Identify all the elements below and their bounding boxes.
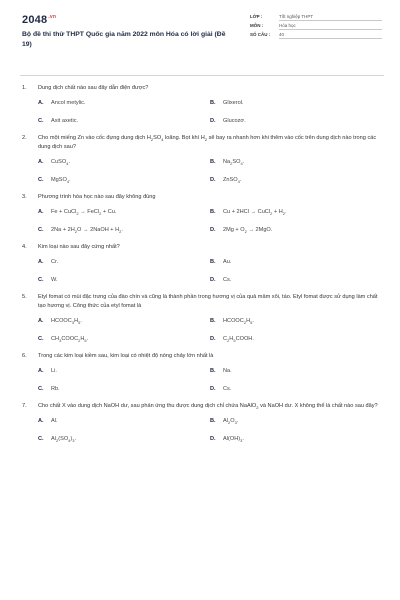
question-text: [22, 134, 384, 152]
question-5: [22, 293, 384, 344]
option-text: Rb.: [51, 386, 60, 392]
answer-option[interactable]: [210, 335, 382, 344]
option-letter: A.: [38, 418, 44, 424]
question-body: Dung dịch chất nào sau đây dẫn điện được?: [38, 85, 149, 91]
option-letter: B.: [210, 159, 216, 165]
question-number: 4.: [22, 244, 27, 250]
meta-row-count: [250, 32, 382, 41]
question-body: Etyl fomat có mùi đặc trưng của đào chín và cũng là thành phần trong hương vị của quả mâm xôi, táo. Etyl fomat được sử dụng làm chất tạo hương vị. Công thức của etyl fomat là: [38, 294, 378, 309]
question-text: [22, 84, 384, 93]
answer-option[interactable]: [38, 317, 210, 326]
option-text: $2Na + 2H_2O$ → 2NaOH + $H_2$.: [51, 227, 123, 235]
option-letter: B.: [210, 209, 216, 215]
meta-key: SỐ CÂU :: [250, 32, 271, 37]
option-text: Au.: [223, 259, 232, 265]
meta-row-subject: [250, 23, 382, 32]
option-letter: B.: [210, 318, 216, 324]
answer-option[interactable]: [210, 276, 382, 285]
option-text: Glixerol.: [223, 100, 244, 106]
option-text: $Al(OH)_3$.: [223, 436, 244, 444]
question-body: Cho chất X vào dung dịch NaOH dư, sau phản ứng thu được dung dịch chỉ chứa NaAlO$_2$ và NaOH dư. X không thể là chất nào sau đây?: [38, 403, 378, 411]
answer-option[interactable]: [38, 258, 210, 267]
document-title: Bộ đề thi thử THPT Quốc gia năm 2022 môn Hóa có lời giải (Đề 19): [22, 31, 226, 48]
option-letter: D.: [210, 436, 216, 442]
answer-option[interactable]: [210, 99, 382, 108]
option-letter: D.: [210, 177, 216, 183]
option-letter: D.: [210, 386, 216, 392]
option-text: $CH_3COOC_2H_5$.: [51, 336, 89, 344]
option-letter: A.: [38, 368, 44, 374]
question-4: [22, 243, 384, 285]
option-text: $Na_2SO_4$.: [223, 159, 245, 167]
answer-option[interactable]: [210, 158, 382, 167]
meta-key: LỚP :: [250, 14, 263, 19]
option-letter: B.: [210, 259, 216, 265]
option-letter: A.: [38, 209, 44, 215]
option-letter: B.: [210, 418, 216, 424]
header-divider: [20, 75, 384, 76]
question-2: [22, 134, 384, 185]
meta-value: Hóa học: [279, 23, 382, 30]
question-text: [22, 243, 384, 252]
option-text: Cu + 2HCl → CuCl$_2$ + $H_2$.: [223, 209, 287, 217]
answer-option[interactable]: [210, 208, 382, 217]
question-number: 1.: [22, 85, 27, 91]
option-letter: D.: [210, 336, 216, 342]
question-body: Kim loại nào sau đây cứng nhất?: [38, 244, 120, 250]
question-body: Phương trình hóa học nào sau đây không đúng: [38, 194, 156, 200]
logo-suffix: .vn: [48, 14, 57, 20]
option-text: Glucozơ.: [223, 118, 246, 124]
option-letter: A.: [38, 318, 44, 324]
question-1: [22, 84, 384, 126]
question-text: [22, 193, 384, 202]
answer-option[interactable]: [38, 158, 210, 167]
option-text: W.: [51, 277, 58, 283]
question-list: [22, 84, 384, 452]
document-header: [22, 14, 382, 74]
document-meta: [250, 14, 382, 41]
answer-option[interactable]: [38, 208, 210, 217]
answer-option[interactable]: [38, 99, 210, 108]
logo-text: 2048: [22, 14, 48, 26]
option-text: Fe + CuCl$_2$ → FeCl$_2$ + Cu.: [51, 209, 117, 217]
answer-options: [38, 258, 384, 285]
answer-options: [38, 417, 384, 444]
option-letter: D.: [210, 227, 216, 233]
meta-value: Tốt nghiệp THPT: [279, 14, 382, 21]
answer-options: [38, 158, 384, 185]
answer-options: [38, 317, 384, 344]
answer-options: [38, 208, 384, 235]
answer-option[interactable]: [38, 385, 210, 394]
meta-row-class: [250, 14, 382, 23]
answer-option[interactable]: [210, 317, 382, 326]
answer-option[interactable]: [38, 276, 210, 285]
answer-options: [38, 367, 384, 394]
option-letter: B.: [210, 368, 216, 374]
question-text: [22, 293, 384, 311]
question-text: [22, 402, 384, 411]
answer-option[interactable]: [38, 117, 210, 126]
answer-option[interactable]: [210, 435, 382, 444]
answer-option[interactable]: [38, 176, 210, 185]
answer-options: [38, 99, 384, 126]
option-letter: C.: [38, 336, 44, 342]
option-text: Axit axetic.: [51, 118, 79, 124]
option-text: $Al_2O_3$.: [223, 418, 239, 426]
option-text: CuSO$_4$.: [51, 159, 71, 167]
meta-key: MÔN :: [250, 23, 264, 28]
option-text: Cs.: [223, 386, 232, 392]
answer-option[interactable]: [210, 117, 382, 126]
answer-option[interactable]: [210, 176, 382, 185]
option-text: Ancol metylic.: [51, 100, 86, 106]
answer-option[interactable]: [210, 417, 382, 426]
question-body: Trong các kim loại kiềm sau, kim loại có nhiệt độ nóng chảy lớn nhất là: [38, 353, 214, 359]
question-number: 7.: [22, 403, 27, 409]
question-body: Cho một miếng Zn vào cốc đựng dung dịch $H_2SO_4$ loãng. Bọt khí $H_2$ sẽ bay ra nhanh hơn khi thêm vào cốc trên dung dịch nào trong các dung dịch sau?: [38, 135, 377, 150]
option-letter: A.: [38, 259, 44, 265]
question-number: 6.: [22, 353, 27, 359]
option-text: Na.: [223, 368, 232, 374]
option-letter: A.: [38, 100, 44, 106]
meta-value: 40: [279, 32, 382, 39]
option-text: Cr.: [51, 259, 59, 265]
option-text: Li.: [51, 368, 57, 374]
option-letter: A.: [38, 159, 44, 165]
option-text: $HCOOC_3H_5$.: [51, 318, 82, 326]
option-letter: C.: [38, 277, 44, 283]
answer-option[interactable]: [210, 367, 382, 376]
option-letter: B.: [210, 100, 216, 106]
answer-option[interactable]: [210, 385, 382, 394]
option-text: $C_2H_5COOH$.: [223, 336, 254, 344]
option-letter: C.: [38, 118, 44, 124]
question-number: 5.: [22, 294, 27, 300]
option-text: Cs.: [223, 277, 232, 283]
option-text: MgSO$_4$.: [51, 177, 71, 185]
question-3: [22, 193, 384, 235]
answer-option[interactable]: [38, 367, 210, 376]
site-logo[interactable]: [22, 14, 56, 26]
question-number: 2.: [22, 135, 27, 141]
option-letter: C.: [38, 386, 44, 392]
option-letter: C.: [38, 436, 44, 442]
option-letter: C.: [38, 227, 44, 233]
option-text: Al.: [51, 418, 58, 424]
option-letter: D.: [210, 277, 216, 283]
answer-option[interactable]: [210, 258, 382, 267]
question-6: [22, 352, 384, 394]
option-letter: C.: [38, 177, 44, 183]
question-number: 3.: [22, 194, 27, 200]
question-7: [22, 402, 384, 444]
answer-option[interactable]: [38, 435, 210, 444]
option-text: $2Mg + O_2 \to 2MgO$.: [223, 227, 273, 235]
answer-option[interactable]: [38, 335, 210, 344]
answer-option[interactable]: [38, 226, 210, 235]
option-text: ZnSO$_4$.: [223, 177, 242, 185]
option-text: $HCOOC_2H_5$.: [223, 318, 254, 326]
answer-option[interactable]: [210, 226, 382, 235]
question-text: [22, 352, 384, 361]
option-text: $Al_2(SO_4)_3$.: [51, 436, 77, 444]
option-letter: D.: [210, 118, 216, 124]
answer-option[interactable]: [38, 417, 210, 426]
